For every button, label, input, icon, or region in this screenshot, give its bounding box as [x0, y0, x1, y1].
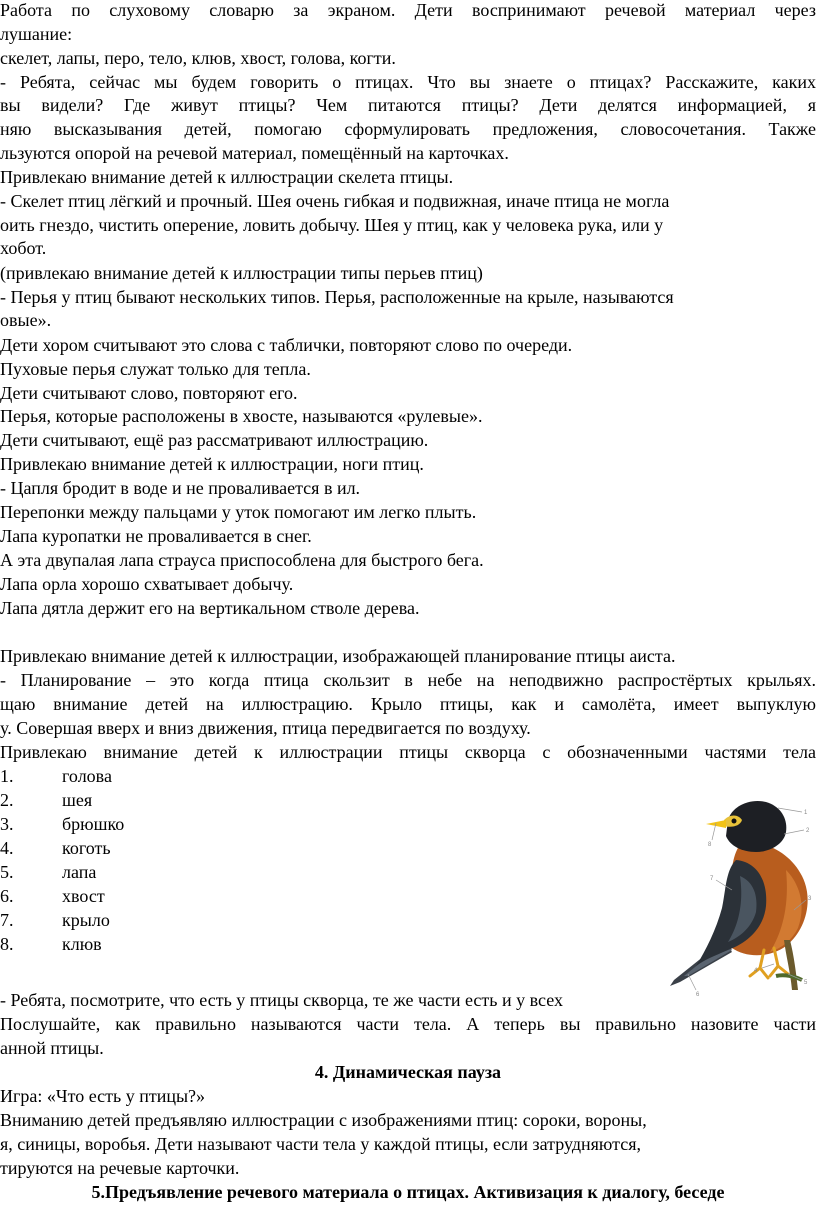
list-item: хвост — [62, 886, 105, 906]
text-line: Перепонки между пальцами у уток помогают им легко плыть. — [0, 502, 477, 522]
text-line: - Скелет птиц лёгкий и прочный. Шея очень гибкая и подвижная, иначе птица не могла — [0, 191, 670, 211]
text-line: анной птицы. — [0, 1038, 104, 1058]
list-item: клюв — [62, 934, 102, 954]
text-line: - Цапля бродит в воде и не проваливается в ил. — [0, 478, 361, 498]
text-line: Игра: «Что есть у птицы?» — [0, 1086, 206, 1106]
starling-illustration — [666, 790, 816, 1002]
text-line: Привлекаю внимание детей к иллюстрации, изображающей планирование птицы аиста. — [0, 646, 676, 666]
callout-number: 4 — [754, 968, 758, 974]
section-heading: 5.Предъявление речевого материала о птицах. Активизация к диалогу, беседе — [91, 1182, 725, 1202]
list-number: 1. — [0, 766, 14, 786]
text-line: хобот. — [0, 238, 47, 258]
text-line: (привлекаю внимание детей к иллюстрации типы перьев птиц) — [0, 263, 483, 283]
text-line: оить гнездо, чистить оперение, ловить добычу. Шея у птиц, как у человека рука, или у — [0, 215, 664, 235]
text-line: я, синицы, воробья. Дети называют части тела у каждой птицы, если затрудняются, — [0, 1134, 641, 1154]
text-line: Лапа куропатки не проваливается в снег. — [0, 526, 312, 546]
text-line: Привлекаю внимание детей к иллюстрации скелета птицы. — [0, 167, 454, 187]
list-item: крыло — [62, 910, 110, 930]
text-line: Перья, которые расположены в хвосте, называются «рулевые». — [0, 406, 483, 426]
list-item: брюшко — [62, 814, 125, 834]
text-line: - Планирование – это когда птица скользит в небе на неподвижно распростёртых крыльях. — [0, 670, 816, 690]
section-heading: 4. Динамическая пауза — [314, 1062, 502, 1082]
list-number: 2. — [0, 790, 14, 810]
list-number: 7. — [0, 910, 14, 930]
text-line: Привлекаю внимание детей к иллюстрации, ноги птиц. — [0, 454, 424, 474]
text-line: А эта двупалая лапа страуса приспособлена для быстрого бега. — [0, 550, 484, 570]
bird-head — [726, 801, 786, 852]
text-line: Привлекаю внимание детей к иллюстрации птицы скворца с обозначенными частями тела — [0, 742, 816, 762]
text-line: Дети считывают слово, повторяют его. — [0, 383, 298, 403]
text-line: овые». — [0, 310, 52, 330]
text-line: тируются на речевые карточки. — [0, 1158, 240, 1178]
branch — [784, 940, 798, 990]
callout-number: 6 — [696, 992, 700, 998]
branch-moss — [776, 975, 802, 980]
callout-number: 1 — [804, 810, 808, 816]
text-line: щаю внимание детей на иллюстрацию. Крыло птицы, как и самолёта, имеет выпуклую — [0, 694, 816, 714]
text-line: Работа по слуховому словарю за экраном. Дети воспринимают речевой материал через — [0, 0, 816, 20]
text-line: Лапа орла хорошо схватывает добычу. — [0, 574, 294, 594]
list-number: 6. — [0, 886, 14, 906]
text-line: скелет, лапы, перо, тело, клюв, хвост, голова, когти. — [0, 48, 396, 68]
bird-eye — [732, 819, 737, 824]
text-line: - Перья у птиц бывают нескольких типов. Перья, расположенные на крыле, называются — [0, 287, 674, 307]
text-line: Пуховые перья служат только для тепла. — [0, 359, 311, 379]
text-line: - Ребята, посмотрите, что есть у птицы скворца, те же части есть и у всех — [0, 990, 563, 1010]
text-line: Послушайте, как правильно называются части тела. А теперь вы правильно назовите части — [0, 1014, 816, 1034]
list-item: коготь — [62, 838, 111, 858]
text-line: льзуются опорой на речевой материал, помещённый на карточках. — [0, 143, 509, 163]
list-number: 5. — [0, 862, 14, 882]
list-item: лапа — [62, 862, 97, 882]
callout-number: 5 — [804, 980, 808, 986]
text-line: Дети хором считывают это слова с таблички, повторяют слово по очереди. — [0, 335, 573, 355]
text-line: няю высказывания детей, помогаю сформулировать предложения, словосочетания. Также — [0, 119, 816, 139]
list-item: голова — [62, 766, 112, 786]
callout-number: 8 — [708, 842, 712, 848]
list-number: 8. — [0, 934, 14, 954]
text-line: Лапа дятла держит его на вертикальном стволе дерева. — [0, 598, 420, 618]
list-number: 3. — [0, 814, 14, 834]
callout-number: 2 — [806, 828, 810, 834]
callout-number: 7 — [710, 876, 714, 882]
list-item: шея — [62, 790, 93, 810]
text-line: лушание: — [0, 24, 73, 44]
text-line: вы видели? Где живут птицы? Чем питаются птицы? Дети делятся информацией, я — [0, 95, 816, 115]
text-line: Дети считывают, ещё раз рассматривают иллюстрацию. — [0, 430, 429, 450]
list-number: 4. — [0, 838, 14, 858]
text-line: у. Совершая вверх и вниз движения, птица передвигается по воздуху. — [0, 718, 531, 738]
text-line: Вниманию детей предъявляю иллюстрации с изображениями птиц: сороки, вороны, — [0, 1110, 647, 1130]
text-line: - Ребята, сейчас мы будем говорить о птицах. Что вы знаете о птицах? Расскажите, каких — [0, 72, 816, 92]
callout-number: 3 — [808, 896, 812, 902]
